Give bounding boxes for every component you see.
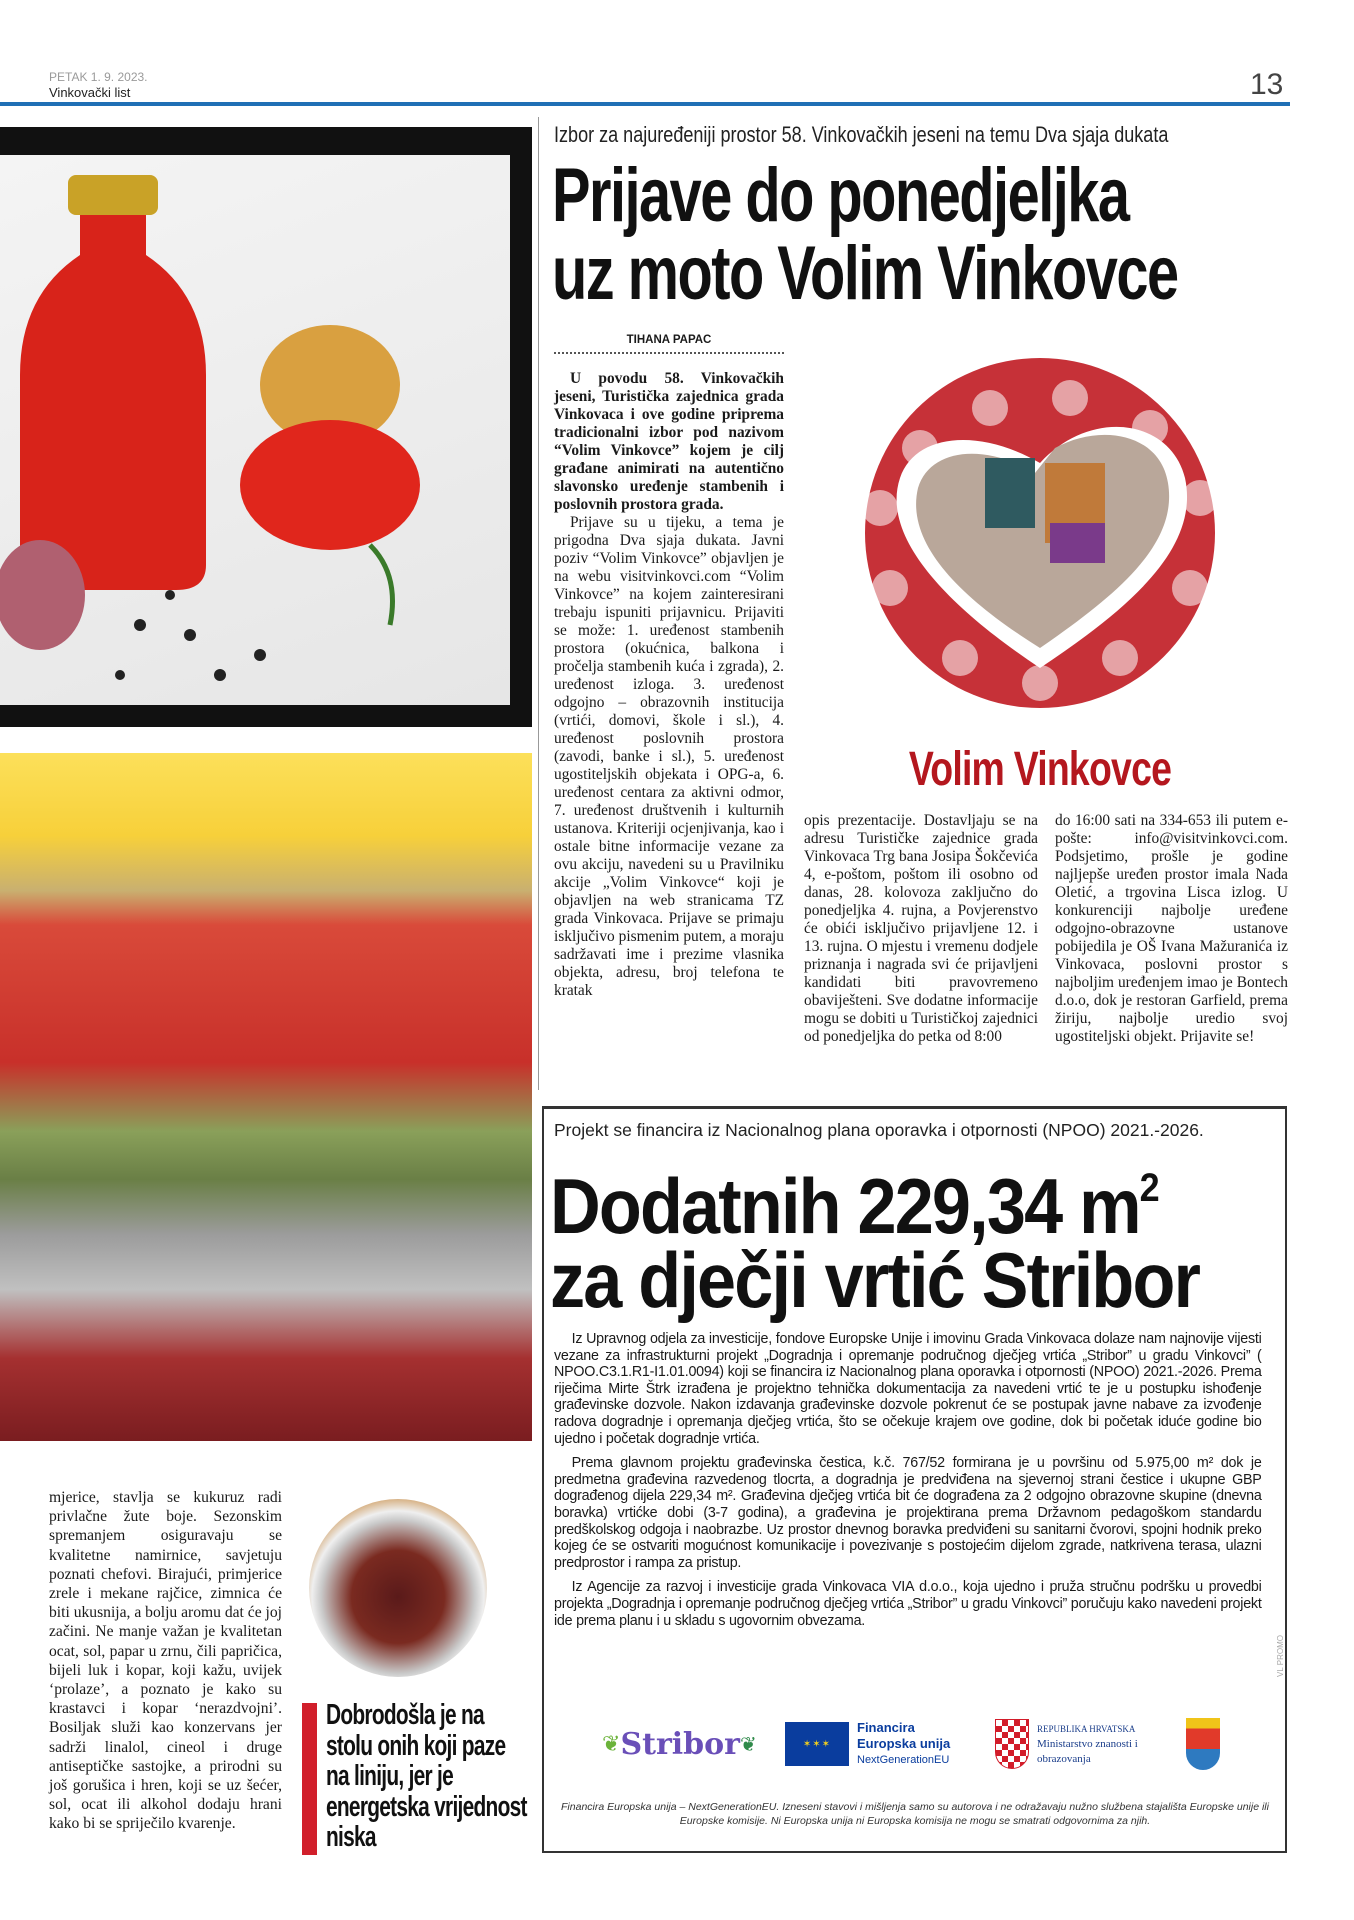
ministry-text: obrazovanja bbox=[1037, 1752, 1091, 1765]
sponsored-headline-line-2: za dječji vrtić Stribor bbox=[550, 1236, 1200, 1324]
article-column-2: opis prezentacije. Dostavljaju se na adresu Turističke zajednice grada Vinkovaca Trg bana Josipa Šokčevića 4, e-poštom, poštom ili osobno od danas, 28. kolovoza zaključno do ponedjeljka 4. rujna, a Povjerenstvo će obići isključivo prijavljene 12. i 13. rujna. O mjestu i vremenu dodjele priznanja i nagrada svi će prijavljeni kandidati biti pravovremeno obaviješteni. Sve dodatne informacije mogu se dobiti u Turističkoj zajednici od ponedjeljka do petka od 8:00 bbox=[804, 812, 1038, 1045]
ministry-text: Ministarstvo znanosti i bbox=[1037, 1737, 1138, 1750]
photo-cooking-pot bbox=[0, 753, 532, 1441]
column-divider bbox=[538, 117, 539, 1090]
article-body: Prijave su u tijeku, a tema je prigodna Dva sjaja dukata. Javni poziv “Volim Vinkovce” objavljen je na webu visitvinkovci.com “Volim Vinkovce” na kojem zainteresirani trebaju ispuniti prijavnicu. Prijaviti se može: 1. uređenost stambenih prostora (okućnica, balkona i pročelja stambenih kuća i zgrada), 2. uređenost izloga. 3. uređenost odgojno – obrazovnih institucija (vrtići, domovi, škole i sl.), 4. uređenost poslovnih prostora (zavodi, banke i sl.), 5. uređenost ugostiteljskih objekata i OPG-a, 6. uređenost centara za aktivni odmor, 7. uređenost društvenih i kulturnih ustanova. Kriteriji ocjenjivanja, kao i ostale bitne informacije vezane za ovu akciju, navedeni su u Pravilniku akcije „Volim Vinkovce“ koji je objavljen na web stranicama TZ grada Vinkovaca. Prijave se primaju isključivo pismenim putem, a moraju sadržavati ime i prezime vlasnika objekta, adresu, broj telefona te kratak bbox=[554, 514, 784, 999]
article-column-1 bbox=[554, 370, 784, 1000]
article-headline-line-2: uz moto Volim Vinkovce bbox=[552, 231, 1178, 316]
eu-disclaimer: Financira Europska unija – NextGenerationEU. Izneseni stavovi i mišljenja samo su autorova i ne odražavaju nužno službena stajališta Europske unije ili Europske komisije. Ni Europska unija ni Europska komisija ne mogu se smatrati odgovornima za njih. bbox=[561, 1801, 1269, 1827]
eu-logo bbox=[785, 1712, 950, 1776]
sponsored-kicker: Projekt se financira iz Nacionalnog plana oporavka i otpornosti (NPOO) 2021.-2026. bbox=[554, 1120, 1204, 1140]
photo-ajvar-pot bbox=[306, 1496, 490, 1680]
eu-text: NextGenerationEU bbox=[857, 1754, 950, 1766]
vinkovci-coat-of-arms-icon bbox=[1186, 1712, 1220, 1776]
photo-ketchup-jar bbox=[0, 127, 532, 727]
paragraph: Iz Agencije za razvoj i investicije grada Vinkovaca VIA d.o.o., koja ujedno i pruža stručnu podršku u provedbi projekta „Dogradnja i opremanje područnog dječjeg vrtića „Stribor” u gradu Vinkovci” poručuju kako navedeni projekt ide prema planu i u skladu s ugovornim obvezama. bbox=[554, 1579, 1262, 1629]
stribor-logo-text: Stribor bbox=[620, 1726, 740, 1762]
croatian-coat-of-arms-icon bbox=[995, 1719, 1029, 1769]
quote-accent-bar bbox=[302, 1703, 317, 1855]
funding-logos bbox=[554, 1712, 1276, 1778]
byline: TIHANA PAPAC bbox=[554, 334, 784, 354]
promo-label: VL PROMO bbox=[1276, 1635, 1285, 1677]
ministry-text: REPUBLIKA HRVATSKA bbox=[1037, 1723, 1136, 1734]
eu-text: Europska unija bbox=[857, 1736, 951, 1751]
issue-date: PETAK 1. 9. 2023. bbox=[49, 70, 148, 84]
volim-vinkovce-brand: Volim Vinkovce bbox=[908, 743, 1172, 796]
newspaper-name: Vinkovački list bbox=[49, 85, 131, 100]
article-column-3: do 16:00 sati na 334-653 ili putem e-pošte: info@visitvinkovci.com. Podsjetimo, prošle je godine najljepše uređen prostor imala Nada Oletić, a trgovina Lisca izlog. U konkurenciji najbolje uređene odgojno-obrazovne ustanove pobijedila je OŠ Ivana Mažuranića iz Vinkovaca, poslovni prostor s najboljim uređenjem imao je Bontech d.o.o, dok je restoran Garfield, prema žiriju, najbolje uredio svoj ugostiteljski objekt. Prijavite se! bbox=[1055, 812, 1288, 1045]
sponsored-headline-line-1 bbox=[550, 1148, 1158, 1250]
article-lead: U povodu 58. Vinkovačkih jeseni, Turistička zajednica grada Vinkovaca i ove godine priprema tradicionalni izbor pod nazivom “Volim Vinkovce” kojem je cilj građane animirati na autentično slavonsko uređenje stambenih i poslovnih prostora grada. bbox=[554, 370, 784, 513]
article-headline-line-1: Prijave do ponedjeljka bbox=[552, 153, 1129, 238]
eu-flag-icon: ✶✶✶ bbox=[785, 1722, 849, 1766]
headline-superscript: 2 bbox=[1139, 1166, 1158, 1210]
leaf-icon: ❦ bbox=[739, 1733, 757, 1756]
pull-quote: Dobrodošla je na stolu onih koji paze na liniju, jer je energetska vrijednost niska bbox=[326, 1699, 527, 1853]
article-continuation-text: mjerice, stavlja se kukuruz radi privlačne žute boje. Sezonskim spremanjem osiguravaju se kvalitetne namirnice, savjetuju poznati chefovi. Birajući, primjerice zrele i mekane rajčice, zimnica će biti ukusnija, a bolju aromu dat će joj začini. Ne manje važan je kvalitetan ocat, sol, papar u zrnu, čili papričica, bijeli luk i kopar, koji kažu, uvijek ‘prolaze’, a poznato je kako su krastavci i kopar ‘nerazdvojni’. Bosiljak služi kao konzervans jer sadrži linalol, cineol i druge antiseptičke sastojke, a prirodni su još gorušica i hren, koji se uz šećer, sol, ocat ili alkohol dodaju hrani kako bi se spriječilo kvarenje. bbox=[49, 1489, 282, 1833]
eu-text: Financira bbox=[857, 1720, 915, 1735]
paragraph: Iz Upravnog odjela za investicije, fondove Europske Unije i imovinu Grada Vinkovaca dolaze nam najnovije vijesti vezane za infrastrukturni projekt „Dogradnja i opremanje područnog dječjeg vrtića „Stribor” u gradu Vinkovci” ( NPOO.C3.1.R1-I1.01.0094) koji se financira iz Nacionalnog plana oporavka i otpornosti (NPOO) 2021.-2026. Prema riječima Mirte Štrk izrađena je projektno tehnička dokumentacija za navedeni vrtić te je u postupku ishođenje građevinske dozvole. Nakon izdavanja građevinske dozvole pokrenut će se postupak javne nabave za izvođenje radova dogradnje i opremanja dječjeg vrtića, što se očekuje krajem ove godine, dok bi početak iduće godine bio ujedno i početak dogradnje vrtića. bbox=[554, 1331, 1262, 1447]
page-number: 13 bbox=[1250, 68, 1284, 101]
header-rule bbox=[0, 102, 1290, 106]
article-kicker: Izbor za najuređeniji prostor 58. Vinkovačkih jeseni na temu Dva sjaja dukata bbox=[554, 122, 1169, 147]
stribor-logo bbox=[602, 1712, 757, 1776]
croatia-ministry-logo bbox=[995, 1712, 1138, 1776]
volim-vinkovce-heart-logo bbox=[800, 338, 1280, 723]
headline-text: Dodatnih 229,34 m bbox=[550, 1162, 1140, 1250]
leaf-icon: ❦ bbox=[602, 1731, 621, 1756]
sponsored-body bbox=[554, 1331, 1262, 1637]
paragraph: Prema glavnom projektu građevinska čestica, k.č. 767/52 formirana je u površinu od 5.975,00 m² dok je predmetna građevina razvedenog tlocrta, a dogradnja je predviđena na sjevernoj strani čestice i ukupne GBP dograđenog dijela 229,34 m². Građevina dječjeg vrtića bit će dograđena za 2 odgojno obrazovne skupine (dnevna boravka) vrtićke dobi (3-7 godina), a građevina je projektirana prema Državnom pedagoškom standardu predškolskog odgoja i naobrazbe. Uz prostor dnevnog boravka predviđeni su sanitarni čvorovi, spojni hodnik preko kojeg će se ostvariti mogućnost komunikacije i povezivanje s postojećim dijelom zgrade, natkrivena terasa, ulazni predprostor i rampa za pristup. bbox=[554, 1455, 1262, 1571]
